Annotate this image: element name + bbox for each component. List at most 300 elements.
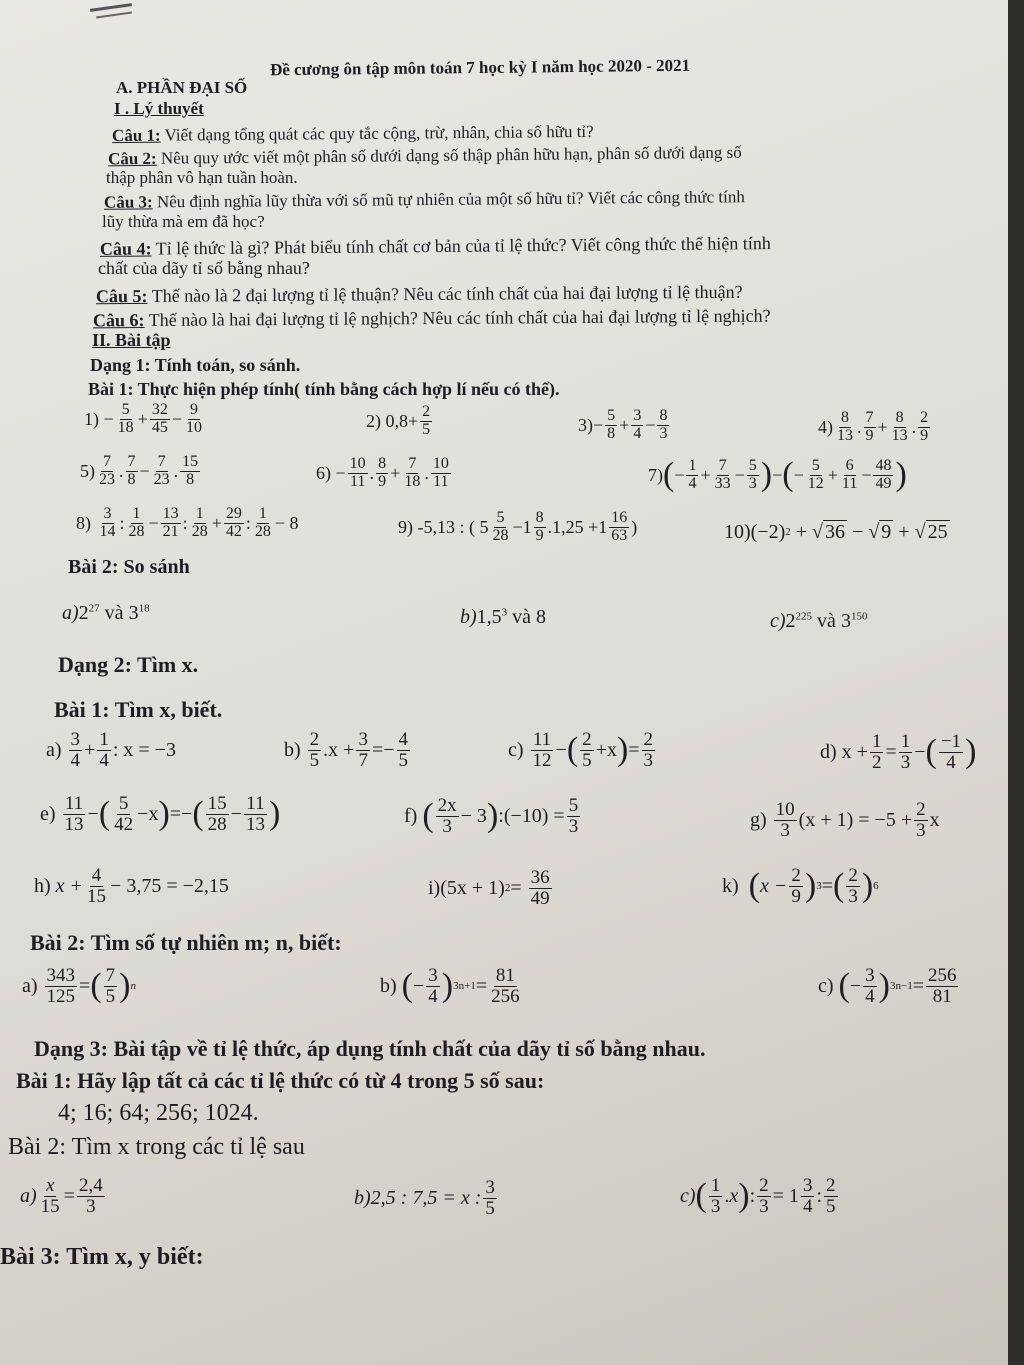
denominator: 11 [349,472,366,490]
denominator: 3 [86,1195,96,1217]
denominator: 4 [688,474,697,492]
item-label: 1) [84,408,99,429]
fraction [244,794,267,835]
numerator: 3 [802,1175,813,1196]
op: = [371,738,384,761]
numerator: 4 [91,865,102,886]
op: . [119,460,124,481]
numerator: 29 [225,505,242,522]
op: : [245,512,251,533]
paren: ) [119,967,131,1005]
exponent: 225 [795,610,813,623]
op: = [475,974,488,997]
op: = [63,1184,75,1207]
op: : [182,512,188,533]
exercise-heading: Bài 3: Tìm x, y biết: [0,1244,204,1270]
item-label: 6) [316,462,331,483]
find-x-a [46,730,176,771]
exponent: 150 [850,610,868,623]
fraction [840,458,859,493]
op: − [852,520,864,543]
denominator: 18 [117,418,134,436]
calc-9 [398,510,637,545]
paren: ) [268,795,281,833]
exponent: 3n−1 [889,980,913,993]
question-text: Tỉ lệ thức là gì? Phát biểu tính chất cơ bản của tỉ lệ thức? Viết công thức thể hiện tính [151,233,771,259]
op: : [119,512,125,533]
denominator: 4 [865,985,875,1007]
op: − [734,464,745,485]
numerator: 8 [895,409,904,426]
numerator: 1 [688,457,697,474]
numerator: 5 [568,795,579,816]
fraction [939,732,963,773]
question-label: Câu 6: [92,310,145,331]
base: 3 [840,610,851,632]
numerator: −1 [940,731,962,752]
numerator: 36 [530,867,550,888]
denominator: 14 [99,522,116,540]
fraction [63,794,86,835]
numerator: 1 [710,1175,721,1196]
numerator: 6 [845,457,854,474]
denominator: 5 [309,749,320,771]
op: − [383,738,395,761]
numerator: 3 [358,729,368,750]
item-label: i) [428,876,441,899]
exponent: 3 [816,880,822,893]
paren: ) [486,797,499,835]
fraction [801,1176,815,1217]
numerator: 3 [70,729,81,750]
denominator: 11 [841,474,858,492]
numerator: 2 [848,865,858,886]
number-list: 4; 16; 64; 256; 1024. [58,1100,259,1126]
denominator: 42 [225,522,242,540]
numerator: x [45,1175,55,1196]
exponent: n [130,980,136,993]
numerator: 2 [826,1175,836,1196]
paren: ) [158,795,170,833]
exponent: 3 [501,606,508,619]
find-x-c [508,730,657,771]
question-text: Thế nào là hai đại lượng tỉ lệ nghịch? Nêu các tính chất của hai đại lượng tỉ lệ nghịch? [144,305,771,331]
item-label: k) [722,874,739,897]
numerator: 7 [718,457,727,474]
denominator: 256 [491,985,520,1007]
op: . [724,1184,730,1207]
question-4 [100,233,771,260]
item-label: a) [22,974,38,997]
fraction [253,506,273,541]
fraction [864,410,876,445]
op: = [885,740,897,763]
item-label: c) [680,1184,696,1207]
fraction [835,410,855,445]
op: + [619,414,630,435]
fraction [112,794,135,835]
fraction [709,1176,723,1217]
fraction [631,408,643,443]
fraction [873,458,893,493]
question-3-cont: lũy thừa mà em đã học? [102,212,265,231]
numerator: 11 [532,729,552,750]
exponent: 6 [873,880,879,893]
denominator: 3 [568,815,579,837]
denominator: 9 [791,885,801,907]
op: − [849,974,862,997]
find-x-e [40,794,280,835]
term: − 3,75 = −2,15 [110,874,229,897]
value: .1,25 +1 [547,516,608,537]
op: − [674,464,685,485]
compare-a [62,602,150,625]
denominator: 28 [492,526,509,544]
numerator: 8 [378,455,387,472]
sqrt-sign: √ [914,520,926,543]
denominator: 3 [659,424,668,442]
fraction [39,1176,62,1217]
numerator: 1 [258,505,267,522]
dang-1-bai-2: Bài 2: So sánh [68,556,190,578]
item-label: c) [818,974,834,997]
op: = [79,974,91,997]
op: + [137,408,148,429]
fraction [489,966,522,1007]
paren: ) [760,456,773,494]
numerator: 2 [759,1175,769,1196]
fraction [436,796,459,837]
exercise-heading: Bài 1: Thực hiện phép tính( tính bằng cách hợp lí nếu có thể). [88,379,560,399]
fraction [224,506,244,541]
fraction [534,510,546,545]
numerator: 3 [103,505,112,522]
numerator: 2 [916,799,926,820]
item-label: f) [404,804,418,827]
pen-mark [90,3,132,12]
fraction [190,506,210,541]
fraction [376,456,388,491]
denominator: 28 [207,813,227,835]
question-label: Câu 5: [95,285,148,307]
numerator: 11 [64,793,84,814]
paren: ( [90,967,102,1005]
numerator: 2 [791,865,801,886]
paren: ( [925,733,937,771]
denominator: 13 [64,813,84,835]
numerator: 7 [157,453,166,470]
denominator: 13 [245,813,265,835]
fraction [77,1176,105,1217]
denominator: 9 [535,526,544,544]
item-label: c) [770,610,786,632]
fraction [126,454,138,489]
numerator: 1 [900,731,911,752]
connector: và 8 [507,606,547,628]
denominator: 8 [186,470,195,488]
denominator: 8 [127,470,136,488]
question-label: Câu 3: [103,192,153,212]
numerator: 13 [162,505,179,522]
fraction [308,730,322,771]
numerator: 256 [927,965,957,986]
fraction [567,796,581,837]
paren: ( [98,795,111,833]
fraction [863,966,877,1007]
item-label: g) [750,808,767,831]
sqrt-sign: √ [868,520,880,543]
op: + [595,738,607,761]
question-6 [93,306,771,332]
question-1 [112,122,594,146]
numerator: 7 [105,965,116,986]
numerator: 1 [132,505,141,522]
base: 1,5 [476,606,502,628]
exponent: 3n+1 [453,980,476,993]
question-label: Câu 4: [99,238,152,259]
value: − 8 [274,512,299,533]
calc-7 [648,458,907,493]
numerator: 2 [643,729,654,750]
denominator: 3 [900,751,911,773]
op: + [877,416,888,437]
dang-2-bai-2: Bài 2: Tìm số tự nhiên m; n, biết: [30,930,342,955]
numerator: 1 [195,505,204,522]
base: 2 [78,602,89,624]
paren: ) [631,516,638,537]
paren: ) [861,867,874,905]
numerator: 10 [432,455,449,472]
denominator: 13 [891,426,908,444]
op: − [772,464,783,485]
item-label: 4) [818,416,833,437]
paren: ) [965,733,977,771]
item-label: 8) [76,512,91,533]
find-x-h [34,866,229,907]
fraction [98,506,118,541]
question-text: Nêu định nghĩa lũy thừa với số mũ tự nhiên của một số hữu tỉ? Viết các công thức tính [152,187,745,212]
op: = [821,874,833,897]
fraction [686,458,698,493]
term: : x [112,738,134,761]
numerator: 10 [349,455,366,472]
term: (5x + 1) [440,876,505,899]
compare-c [770,610,867,633]
denominator: 33 [714,474,731,492]
dang-2-title: Dạng 2: Tìm x. [58,652,199,677]
denominator: 12 [807,474,824,492]
question-5 [96,282,743,308]
numerator: 48 [875,457,892,474]
op: − [137,802,149,825]
term: x + [55,874,84,897]
fraction [397,730,411,771]
calc-3 [578,408,671,443]
term: = −3 [138,738,176,761]
numerator: 7 [127,453,136,470]
op: − [148,512,159,533]
question-3 [104,187,745,213]
fraction [609,510,629,545]
denominator: 12 [532,749,552,771]
op: − [645,414,656,435]
paren: ( [748,867,760,905]
numerator: 5 [496,509,505,526]
item-label: c) [508,738,524,761]
numerator: 7 [103,453,111,470]
op: = [912,974,924,997]
dang-3-bai-1 [16,1068,544,1094]
dang-1-bai-1 [88,379,560,400]
exercise-heading: Bài 1: Hãy lập tất cả các tỉ lệ thức có từ 4 trong 5 số sau: [16,1068,545,1093]
proportion-c [680,1176,840,1217]
fraction [580,730,594,771]
item-label: a) [62,602,79,624]
find-mn-b [380,966,524,1007]
fraction [161,506,181,541]
pen-mark [96,12,132,19]
numerator: 9 [189,401,198,418]
numerator: 343 [46,965,76,986]
exponent: 18 [138,602,150,615]
question-label: Câu 2: [107,148,157,169]
question-2-cont: thập phân vô hạn tuần hoàn. [106,168,298,187]
op: − [555,738,567,761]
radicand: 36 [825,521,846,543]
op: . [369,462,375,483]
fraction [184,402,204,437]
calc-10 [724,520,950,544]
denominator: 3 [759,1195,769,1217]
numerator: 1 [99,729,109,750]
connector: và [812,610,841,632]
paren: ( [192,795,204,833]
whole: −1 [512,516,532,537]
fraction [657,408,669,443]
fraction [356,730,370,771]
denominator: 49 [875,474,892,492]
part-heading: A. PHẦN ĐẠI SỐ [116,78,248,97]
denominator: 4 [633,424,642,442]
denominator: 4 [802,1195,813,1217]
numerator: 15 [182,453,199,470]
term: x − [760,874,788,897]
paren: ) [895,456,907,494]
dang-3-title: Dạng 3: Bài tập về tỉ lệ thức, áp dụng tính chất của dãy tỉ số bằng nhau. [34,1036,706,1061]
op: − [87,802,99,825]
find-x-b [284,730,412,771]
numerator: 2 [920,409,929,426]
op: − [413,974,425,997]
denominator: 28 [254,522,271,540]
fraction [605,408,617,443]
exponent: 27 [88,602,100,615]
fraction [97,454,117,489]
paren: ( [663,456,675,494]
question-2 [108,143,742,170]
numerator: 15 [207,793,227,814]
term: x + [841,740,868,763]
variable: x [929,808,940,831]
question-text: Viết dạng tổng quát các quy tắc cộng, trừ, nhân, chia số hữu tỉ? [160,121,594,145]
denominator: 125 [46,985,76,1007]
op: + [408,410,419,431]
op: − [793,464,804,485]
fraction [642,730,656,771]
fraction [529,868,552,909]
item-label: b) [460,606,477,628]
fraction [899,732,913,773]
find-x-d [820,732,976,773]
radicand: 25 [927,521,948,543]
denominator: 3 [916,819,926,841]
op: . [173,460,179,481]
op: . [911,416,917,437]
fraction [420,404,432,439]
fraction [774,800,797,841]
item-label: 5) [80,460,95,481]
fraction [426,966,440,1007]
fraction [116,402,136,437]
numerator: 3 [865,965,875,986]
op: − [861,464,872,485]
op: − [335,462,346,483]
op: − [171,408,182,429]
numerator: 8 [659,407,668,424]
denominator: 23 [99,470,115,488]
numerator: 5 [811,457,820,474]
paren: ( [422,797,434,835]
paren: ( [782,456,794,494]
item-label: 9) -5,13 : ( [398,516,475,537]
item-label: 3) [578,414,593,435]
op: − [181,802,193,825]
denominator: 3 [848,885,858,907]
fraction [890,410,910,445]
paren: ) [804,867,817,905]
calc-4 [818,410,932,445]
numerator: 2 [422,403,431,420]
denominator: 10 [185,418,202,436]
doc-title: Đề cương ôn tập môn toán 7 học kỳ I năm học 2020 - 2021 [269,55,691,80]
denominator: 11 [433,472,449,490]
dang-3-bai-2: Bài 2: Tìm x trong các tỉ lệ sau [8,1134,305,1160]
sqrt-sign: √ [812,520,824,543]
fraction [431,456,451,491]
op: − [914,740,926,763]
calc-8 [76,506,299,541]
calc-2 [366,404,434,439]
fraction [104,966,118,1007]
paren: ( [695,1177,707,1215]
fraction [402,456,422,491]
find-mn-a [22,966,136,1007]
denominator: 3 [710,1195,721,1217]
base: 3 [128,602,139,624]
fraction [747,458,759,493]
op: . [857,416,862,437]
dang-1-title: Dạng 1: Tính toán, so sánh. [90,355,301,375]
fraction [713,458,733,493]
question-text: Nêu quy ước viết một phân số dưới dạng số thập phân hữu hạn, phân số dưới dạng số [156,142,742,168]
fraction [348,456,368,491]
fraction [97,730,111,771]
section-heading: I . Lý thuyết [114,99,204,118]
fraction [789,866,803,907]
denominator: 18 [404,472,421,490]
calc-1 [84,402,206,437]
fraction [914,800,928,841]
